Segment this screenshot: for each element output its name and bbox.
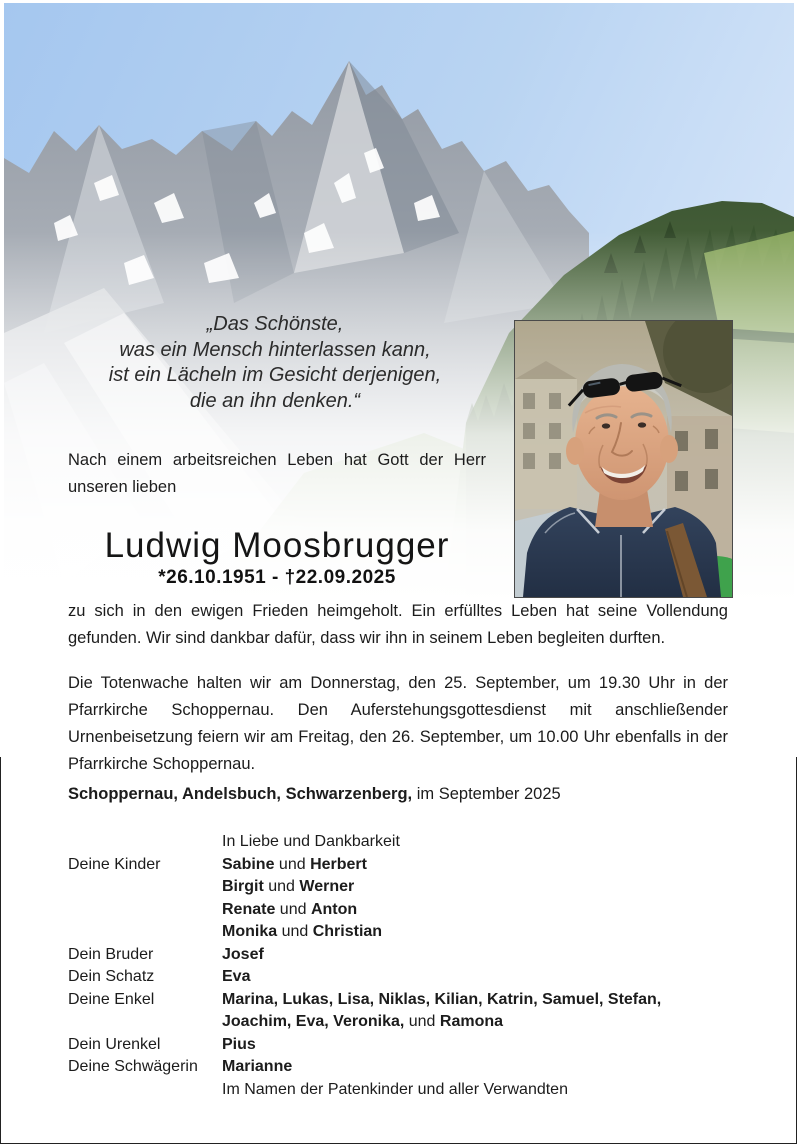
quote-line: „Das Schönste, — [206, 313, 344, 335]
family-row — [68, 944, 748, 967]
family-relation: Dein Urenkel — [68, 1035, 161, 1053]
family-row — [68, 1056, 748, 1079]
quote-line: was ein Mensch hinterlassen kann, — [119, 338, 431, 361]
dateline — [68, 783, 561, 805]
date-text: im September 2025 — [416, 785, 561, 803]
family-row — [68, 899, 748, 922]
family-names: Joachim, Eva, Veronika, und Ramona — [222, 1013, 504, 1030]
family-names: Josef — [222, 945, 264, 963]
family-row — [68, 831, 748, 854]
family-row — [68, 921, 748, 944]
deceased-name: Ludwig Moosbrugger — [104, 526, 450, 565]
family-relation: Deine Enkel — [68, 990, 155, 1008]
quote-line: ist ein Lächeln im Gesicht derjenigen, — [108, 364, 442, 386]
family-row — [68, 966, 748, 989]
family-names: Monika und Christian — [222, 923, 383, 940]
memorial-quote — [70, 312, 480, 414]
family-names: In Liebe und Dankbarkeit — [222, 833, 400, 850]
family-row — [68, 1034, 748, 1057]
obituary-paragraph-1: zu sich in den ewigen Frieden heimgeholt. Ein erfülltes Leben hat seine Vollendung gefunden. Wir sind dankbar dafür, dass wir ihn in seinem Leben begleiten durften. — [68, 602, 728, 647]
family-row — [68, 1011, 748, 1034]
family-relation — [68, 1079, 222, 1102]
family-row — [68, 989, 748, 1012]
family-names: Birgit und Werner — [222, 878, 355, 895]
family-relation — [68, 921, 222, 944]
family-row — [68, 876, 748, 899]
quote-line: die an ihn denken.“ — [189, 389, 361, 412]
family-names: Marina, Lukas, Lisa, Niklas, Kilian, Katrin, Samuel, Stefan, — [222, 990, 662, 1008]
family-row — [68, 854, 748, 877]
family-relation: Dein Schatz — [68, 968, 155, 985]
intro-text: Nach einem arbeitsreichen Leben hat Gott der Herr unseren lieben — [68, 451, 486, 496]
life-dates: *26.10.1951 - †22.09.2025 — [158, 567, 396, 588]
family-row — [68, 1079, 748, 1102]
places-text: Schoppernau, Andelsbuch, Schwarzenberg, — [68, 785, 413, 803]
family-names: Renate und Anton — [222, 900, 358, 918]
portrait-photo — [514, 320, 733, 598]
family-relation: Deine Schwägerin — [68, 1058, 198, 1075]
family-names: Im Namen der Patenkinder und aller Verwandten — [222, 1080, 568, 1098]
obituary-paragraph-2: Die Totenwache halten wir am Donnerstag, den 25. September, um 19.30 Uhr in der Pfarrkirche Schoppernau. Den Auferstehungsgottesdienst mit anschließender Urnenbeisetzung feiern wir am Freitag, den 26. September, um 10.00 Uhr ebenfalls in der Pfarrkirche Schoppernau. — [68, 674, 728, 773]
family-list — [68, 831, 748, 1101]
family-names: Sabine und Herbert — [222, 855, 367, 873]
family-relation — [68, 1011, 222, 1034]
family-names: Marianne — [222, 1058, 293, 1075]
family-relation: Deine Kinder — [68, 855, 161, 873]
family-relation — [68, 831, 222, 854]
family-relation — [68, 876, 222, 899]
family-names: Eva — [222, 968, 251, 985]
family-relation — [68, 899, 222, 922]
family-names: Pius — [222, 1035, 256, 1053]
family-relation: Dein Bruder — [68, 945, 154, 963]
